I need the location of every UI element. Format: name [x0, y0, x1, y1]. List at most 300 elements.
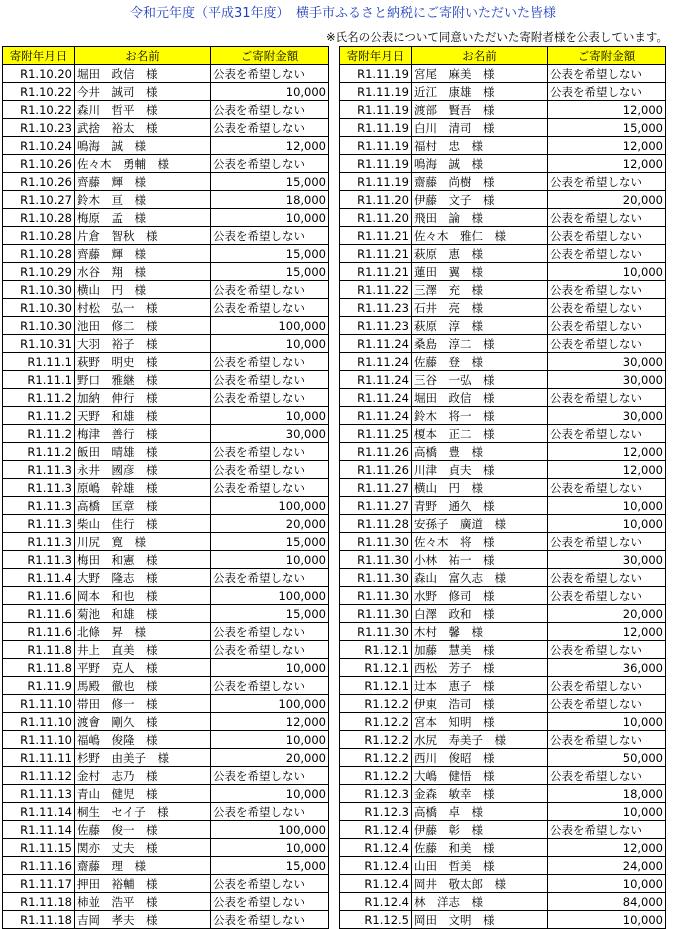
donor-name: 桐生 セイ子 様 [75, 803, 211, 821]
table-row [340, 353, 666, 371]
donation-amount: 100,000 [211, 821, 329, 839]
donation-amount: 100,000 [211, 587, 329, 605]
donor-name: 今井 誠司 様 [75, 83, 211, 101]
table-row [3, 857, 329, 875]
donation-amount: 10,000 [211, 407, 329, 425]
donor-name: 馬殿 徹也 様 [75, 677, 211, 695]
donation-date: R1.11.2 [3, 407, 75, 425]
donation-date: R1.11.3 [3, 479, 75, 497]
donation-date: R1.11.3 [3, 533, 75, 551]
donation-amount: 84,000 [548, 893, 666, 911]
donor-name: 小林 祐一 様 [412, 551, 548, 569]
donor-name: 鳴海 誠 様 [412, 155, 548, 173]
donation-amount: 10,000 [548, 713, 666, 731]
donation-amount: 12,000 [548, 137, 666, 155]
table-row [340, 245, 666, 263]
donor-name: 岡田 文明 様 [412, 911, 548, 929]
table-row [340, 587, 666, 605]
table-row [3, 911, 329, 929]
donation-date: R1.11.27 [340, 497, 412, 515]
donor-name: 宮尾 麻美 様 [412, 65, 548, 83]
table-row [3, 353, 329, 371]
donation-date: R1.11.1 [3, 371, 75, 389]
donor-name: 飛田 論 様 [412, 209, 548, 227]
donor-name: 齋藤 理 様 [75, 857, 211, 875]
donor-name: 三澤 充 様 [412, 281, 548, 299]
donation-amount: 公表を希望しない [211, 371, 329, 389]
donation-amount: 10,000 [211, 839, 329, 857]
donor-name: 帯田 修一 様 [75, 695, 211, 713]
donation-date: R1.11.19 [340, 65, 412, 83]
donation-amount: 100,000 [211, 695, 329, 713]
donation-amount: 公表を希望しない [548, 281, 666, 299]
donation-amount: 公表を希望しない [548, 695, 666, 713]
table-row [3, 407, 329, 425]
donation-amount: 36,000 [548, 659, 666, 677]
donation-date: R1.11.2 [3, 425, 75, 443]
donation-date: R1.10.24 [3, 137, 75, 155]
donation-date: R1.11.18 [3, 911, 75, 929]
donor-name: 大嶋 健悟 様 [412, 767, 548, 785]
donor-name: 佐藤 俊一 様 [75, 821, 211, 839]
donor-name: 野口 雅継 様 [75, 371, 211, 389]
donation-date: R1.11.10 [3, 695, 75, 713]
donation-amount: 10,000 [211, 659, 329, 677]
donor-name: 鈴木 亘 様 [75, 191, 211, 209]
donation-amount: 公表を希望しない [211, 875, 329, 893]
table-row [3, 569, 329, 587]
table-row [3, 227, 329, 245]
table-row [340, 551, 666, 569]
disclosure-note: ※氏名の公表について同意いただいた寄附者様を公表しています。 [326, 30, 668, 44]
donor-name: 水尻 寿美子 様 [412, 731, 548, 749]
donor-name: 萩原 淳 様 [412, 317, 548, 335]
donor-name: 梅田 和憲 様 [75, 551, 211, 569]
donor-name: 横山 円 様 [412, 479, 548, 497]
table-row [340, 911, 666, 929]
donation-date: R1.11.10 [3, 731, 75, 749]
donor-name: 林 洋志 様 [412, 893, 548, 911]
donation-amount: 10,000 [211, 551, 329, 569]
donor-name: 佐藤 和美 様 [412, 839, 548, 857]
donation-amount: 公表を希望しない [548, 227, 666, 245]
donation-amount: 公表を希望しない [548, 821, 666, 839]
donation-date: R1.11.3 [3, 515, 75, 533]
donation-date: R1.11.20 [340, 209, 412, 227]
donor-name: 高橋 卓 様 [412, 803, 548, 821]
table-row [340, 101, 666, 119]
donor-name: 白澤 政和 様 [412, 605, 548, 623]
donation-amount: 30,000 [548, 353, 666, 371]
donation-amount: 公表を希望しない [548, 425, 666, 443]
donor-name: 金森 敏幸 様 [412, 785, 548, 803]
table-row [340, 641, 666, 659]
table-row [340, 803, 666, 821]
table-row [3, 83, 329, 101]
donor-name: 渡部 賢吾 様 [412, 101, 548, 119]
donation-date: R1.11.21 [340, 245, 412, 263]
donation-amount: 公表を希望しない [211, 155, 329, 173]
donation-amount: 18,000 [211, 191, 329, 209]
donation-amount: 10,000 [211, 335, 329, 353]
donation-date: R1.11.8 [3, 659, 75, 677]
table-row [340, 137, 666, 155]
donor-name: 吉岡 孝夫 様 [75, 911, 211, 929]
donation-amount: 公表を希望しない [211, 677, 329, 695]
donor-name: 杉野 由美子 様 [75, 749, 211, 767]
donation-date: R1.11.6 [3, 587, 75, 605]
donor-name: 武捨 裕太 様 [75, 119, 211, 137]
donation-date: R1.10.20 [3, 65, 75, 83]
donation-amount: 公表を希望しない [211, 101, 329, 119]
donation-date: R1.11.23 [340, 317, 412, 335]
donation-amount: 公表を希望しない [548, 83, 666, 101]
donor-name: 川尻 寛 様 [75, 533, 211, 551]
donation-amount: 10,000 [211, 209, 329, 227]
donation-amount: 公表を希望しない [211, 767, 329, 785]
table-row [3, 551, 329, 569]
donation-date: R1.11.3 [3, 497, 75, 515]
donor-table-left [2, 46, 329, 929]
table-row [340, 857, 666, 875]
donation-date: R1.12.1 [340, 677, 412, 695]
donation-amount: 公表を希望しない [548, 173, 666, 191]
table-row [340, 605, 666, 623]
donor-table-right [339, 46, 666, 929]
donation-amount: 公表を希望しない [548, 389, 666, 407]
table-row [340, 749, 666, 767]
donation-date: R1.11.26 [340, 461, 412, 479]
donation-date: R1.10.28 [3, 227, 75, 245]
donation-date: R1.11.30 [340, 569, 412, 587]
table-row [340, 155, 666, 173]
donation-date: R1.11.11 [3, 749, 75, 767]
donation-date: R1.12.2 [340, 731, 412, 749]
table-row [340, 281, 666, 299]
donation-date: R1.11.21 [340, 263, 412, 281]
donation-amount: 10,000 [548, 497, 666, 515]
donation-date: R1.11.16 [3, 857, 75, 875]
donation-amount: 12,000 [548, 443, 666, 461]
donor-name: 近江 康雄 様 [412, 83, 548, 101]
donation-amount: 12,000 [211, 137, 329, 155]
donor-name: 堀田 政信 様 [75, 65, 211, 83]
table-row [340, 119, 666, 137]
donor-name: 永井 國彦 様 [75, 461, 211, 479]
donation-amount: 12,000 [548, 155, 666, 173]
table-row [340, 227, 666, 245]
donor-name: 森川 哲平 様 [75, 101, 211, 119]
donor-name: 桑島 淳二 様 [412, 335, 548, 353]
donation-amount: 公表を希望しない [211, 299, 329, 317]
donation-amount: 10,000 [548, 263, 666, 281]
donation-amount: 30,000 [548, 551, 666, 569]
table-row [3, 443, 329, 461]
donation-amount: 公表を希望しない [548, 587, 666, 605]
donation-amount: 12,000 [548, 461, 666, 479]
table-row [3, 137, 329, 155]
donation-amount: 公表を希望しない [548, 569, 666, 587]
donor-name: 三谷 一弘 様 [412, 371, 548, 389]
donor-name: 平野 克人 様 [75, 659, 211, 677]
table-row [340, 623, 666, 641]
donor-name: 齊藤 輝 様 [75, 173, 211, 191]
table-row [340, 767, 666, 785]
donation-amount: 公表を希望しない [211, 461, 329, 479]
donation-amount: 公表を希望しない [548, 641, 666, 659]
table-row [3, 695, 329, 713]
donation-date: R1.11.2 [3, 389, 75, 407]
donation-date: R1.11.17 [3, 875, 75, 893]
header-name: お名前 [412, 47, 548, 65]
donor-name: 青山 健児 様 [75, 785, 211, 803]
donation-date: R1.12.5 [340, 911, 412, 929]
donation-date: R1.10.26 [3, 155, 75, 173]
donation-date: R1.10.22 [3, 83, 75, 101]
donation-date: R1.11.27 [340, 479, 412, 497]
donor-name: 水野 修司 様 [412, 587, 548, 605]
donor-name: 岡本 和也 様 [75, 587, 211, 605]
donation-amount: 公表を希望しない [211, 65, 329, 83]
table-row [340, 83, 666, 101]
donor-name: 山田 哲美 様 [412, 857, 548, 875]
table-row [340, 335, 666, 353]
donation-amount: 公表を希望しない [548, 479, 666, 497]
table-row [340, 515, 666, 533]
table-row [3, 425, 329, 443]
table-row [340, 785, 666, 803]
donation-date: R1.12.2 [340, 767, 412, 785]
donor-name: 佐藤 登 様 [412, 353, 548, 371]
donation-date: R1.11.19 [340, 137, 412, 155]
header-row [340, 47, 666, 65]
donation-amount: 30,000 [548, 407, 666, 425]
donation-amount: 12,000 [548, 101, 666, 119]
table-row [340, 821, 666, 839]
donation-amount: 公表を希望しない [211, 623, 329, 641]
table-row [3, 515, 329, 533]
header-amount: ご寄附金額 [211, 47, 329, 65]
donation-date: R1.11.30 [340, 623, 412, 641]
table-row [3, 479, 329, 497]
donation-date: R1.10.30 [3, 317, 75, 335]
donation-date: R1.11.19 [340, 101, 412, 119]
donor-name: 鳴海 誠 様 [75, 137, 211, 155]
header-amount: ご寄附金額 [548, 47, 666, 65]
donation-date: R1.11.9 [3, 677, 75, 695]
donation-amount: 公表を希望しない [211, 281, 329, 299]
table-row [3, 263, 329, 281]
donation-amount: 10,000 [211, 731, 329, 749]
donor-name: 佐々木 雅仁 様 [412, 227, 548, 245]
table-row [3, 821, 329, 839]
donation-amount: 公表を希望しない [211, 893, 329, 911]
donor-name: 森山 富久志 様 [412, 569, 548, 587]
donation-amount: 10,000 [211, 785, 329, 803]
donation-date: R1.11.3 [3, 551, 75, 569]
table-row [340, 695, 666, 713]
donation-date: R1.12.3 [340, 785, 412, 803]
donor-name: 北條 昇 様 [75, 623, 211, 641]
donation-amount: 公表を希望しない [548, 317, 666, 335]
table-row [340, 569, 666, 587]
donation-date: R1.11.30 [340, 533, 412, 551]
table-row [340, 263, 666, 281]
table-row [3, 299, 329, 317]
donation-date: R1.12.4 [340, 857, 412, 875]
donor-name: 岡井 敬太郎 様 [412, 875, 548, 893]
donation-amount: 100,000 [211, 317, 329, 335]
donor-name: 飯田 晴雄 様 [75, 443, 211, 461]
donation-date: R1.11.30 [340, 605, 412, 623]
donation-date: R1.12.4 [340, 893, 412, 911]
table-row [3, 749, 329, 767]
donation-date: R1.11.6 [3, 623, 75, 641]
donation-date: R1.12.2 [340, 713, 412, 731]
donor-name: 鈴木 将一 様 [412, 407, 548, 425]
donation-date: R1.11.15 [3, 839, 75, 857]
donation-date: R1.11.8 [3, 641, 75, 659]
donation-amount: 50,000 [548, 749, 666, 767]
table-row [340, 299, 666, 317]
donor-name: 押田 裕輔 様 [75, 875, 211, 893]
table-row [3, 641, 329, 659]
table-row [3, 173, 329, 191]
donation-amount: 10,000 [211, 83, 329, 101]
table-row [340, 371, 666, 389]
donor-name: 榎本 正二 様 [412, 425, 548, 443]
table-row [3, 101, 329, 119]
donation-amount: 20,000 [548, 191, 666, 209]
donor-name: 金村 志乃 様 [75, 767, 211, 785]
table-row [3, 155, 329, 173]
donor-name: 福嶋 俊隆 様 [75, 731, 211, 749]
table-row [3, 893, 329, 911]
table-row [3, 335, 329, 353]
table-row [3, 875, 329, 893]
donor-name: 天野 和雄 様 [75, 407, 211, 425]
donation-date: R1.11.14 [3, 803, 75, 821]
donation-amount: 公表を希望しない [211, 641, 329, 659]
table-row [340, 659, 666, 677]
donation-amount: 公表を希望しない [211, 803, 329, 821]
table-row [3, 371, 329, 389]
donation-date: R1.11.19 [340, 173, 412, 191]
donation-date: R1.11.30 [340, 551, 412, 569]
donation-date: R1.10.28 [3, 209, 75, 227]
donation-amount: 公表を希望しない [548, 677, 666, 695]
donor-name: 伊東 浩司 様 [412, 695, 548, 713]
table-row [340, 893, 666, 911]
table-row [3, 785, 329, 803]
donor-name: 西川 俊昭 様 [412, 749, 548, 767]
donor-name: 加納 伸行 様 [75, 389, 211, 407]
donation-amount: 30,000 [548, 371, 666, 389]
donation-date: R1.11.23 [340, 299, 412, 317]
donation-amount: 18,000 [548, 785, 666, 803]
donation-date: R1.11.19 [340, 155, 412, 173]
donor-name: 安孫子 廣道 様 [412, 515, 548, 533]
table-row [3, 389, 329, 407]
table-row [3, 659, 329, 677]
donor-name: 木村 馨 様 [412, 623, 548, 641]
donor-name: 萩原 恵 様 [412, 245, 548, 263]
table-row [340, 443, 666, 461]
table-row [340, 425, 666, 443]
table-row [340, 713, 666, 731]
donation-amount: 10,000 [548, 515, 666, 533]
donation-date: R1.11.30 [340, 587, 412, 605]
donation-date: R1.10.30 [3, 299, 75, 317]
table-row [340, 209, 666, 227]
donation-date: R1.11.14 [3, 821, 75, 839]
table-row [340, 407, 666, 425]
donation-amount: 15,000 [211, 605, 329, 623]
table-row [340, 875, 666, 893]
donor-name: 大野 隆志 様 [75, 569, 211, 587]
table-row [340, 461, 666, 479]
donation-amount: 公表を希望しない [548, 65, 666, 83]
table-row [3, 713, 329, 731]
donation-amount: 20,000 [211, 749, 329, 767]
donation-amount: 公表を希望しない [548, 299, 666, 317]
header-row [3, 47, 329, 65]
donation-amount: 公表を希望しない [211, 389, 329, 407]
donation-date: R1.10.23 [3, 119, 75, 137]
donation-amount: 公表を希望しない [548, 533, 666, 551]
donation-amount: 20,000 [548, 605, 666, 623]
donor-name: 萩野 明史 様 [75, 353, 211, 371]
table-row [3, 677, 329, 695]
donation-amount: 公表を希望しない [548, 245, 666, 263]
donation-amount: 100,000 [211, 497, 329, 515]
donation-amount: 20,000 [211, 515, 329, 533]
donor-name: 伊藤 彰 様 [412, 821, 548, 839]
donor-name: 梅津 善行 様 [75, 425, 211, 443]
donation-amount: 公表を希望しない [211, 911, 329, 929]
donor-name: 白川 清司 様 [412, 119, 548, 137]
table-row [3, 209, 329, 227]
donor-name: 渡會 剛久 様 [75, 713, 211, 731]
table-row [3, 191, 329, 209]
donation-date: R1.12.1 [340, 659, 412, 677]
donation-date: R1.10.29 [3, 263, 75, 281]
donation-date: R1.11.4 [3, 569, 75, 587]
donor-name: 池田 修二 様 [75, 317, 211, 335]
donor-name: 梅原 孟 様 [75, 209, 211, 227]
donor-name: 村松 弘一 様 [75, 299, 211, 317]
donation-date: R1.11.13 [3, 785, 75, 803]
donor-name: 関亦 丈夫 様 [75, 839, 211, 857]
table-row [3, 587, 329, 605]
donation-amount: 公表を希望しない [211, 227, 329, 245]
donor-name: 原嶋 幹雄 様 [75, 479, 211, 497]
donation-amount: 公表を希望しない [211, 443, 329, 461]
donation-amount: 公表を希望しない [548, 767, 666, 785]
donation-date: R1.11.24 [340, 389, 412, 407]
donation-date: R1.11.3 [3, 461, 75, 479]
header-date: 寄附年月日 [340, 47, 412, 65]
donation-amount: 10,000 [548, 803, 666, 821]
donation-date: R1.11.1 [3, 353, 75, 371]
donor-name: 大羽 裕子 様 [75, 335, 211, 353]
table-row [3, 119, 329, 137]
table-row [3, 839, 329, 857]
donor-name: 柿並 浩平 様 [75, 893, 211, 911]
table-row [3, 623, 329, 641]
donation-amount: 15,000 [211, 173, 329, 191]
header-date: 寄附年月日 [3, 47, 75, 65]
